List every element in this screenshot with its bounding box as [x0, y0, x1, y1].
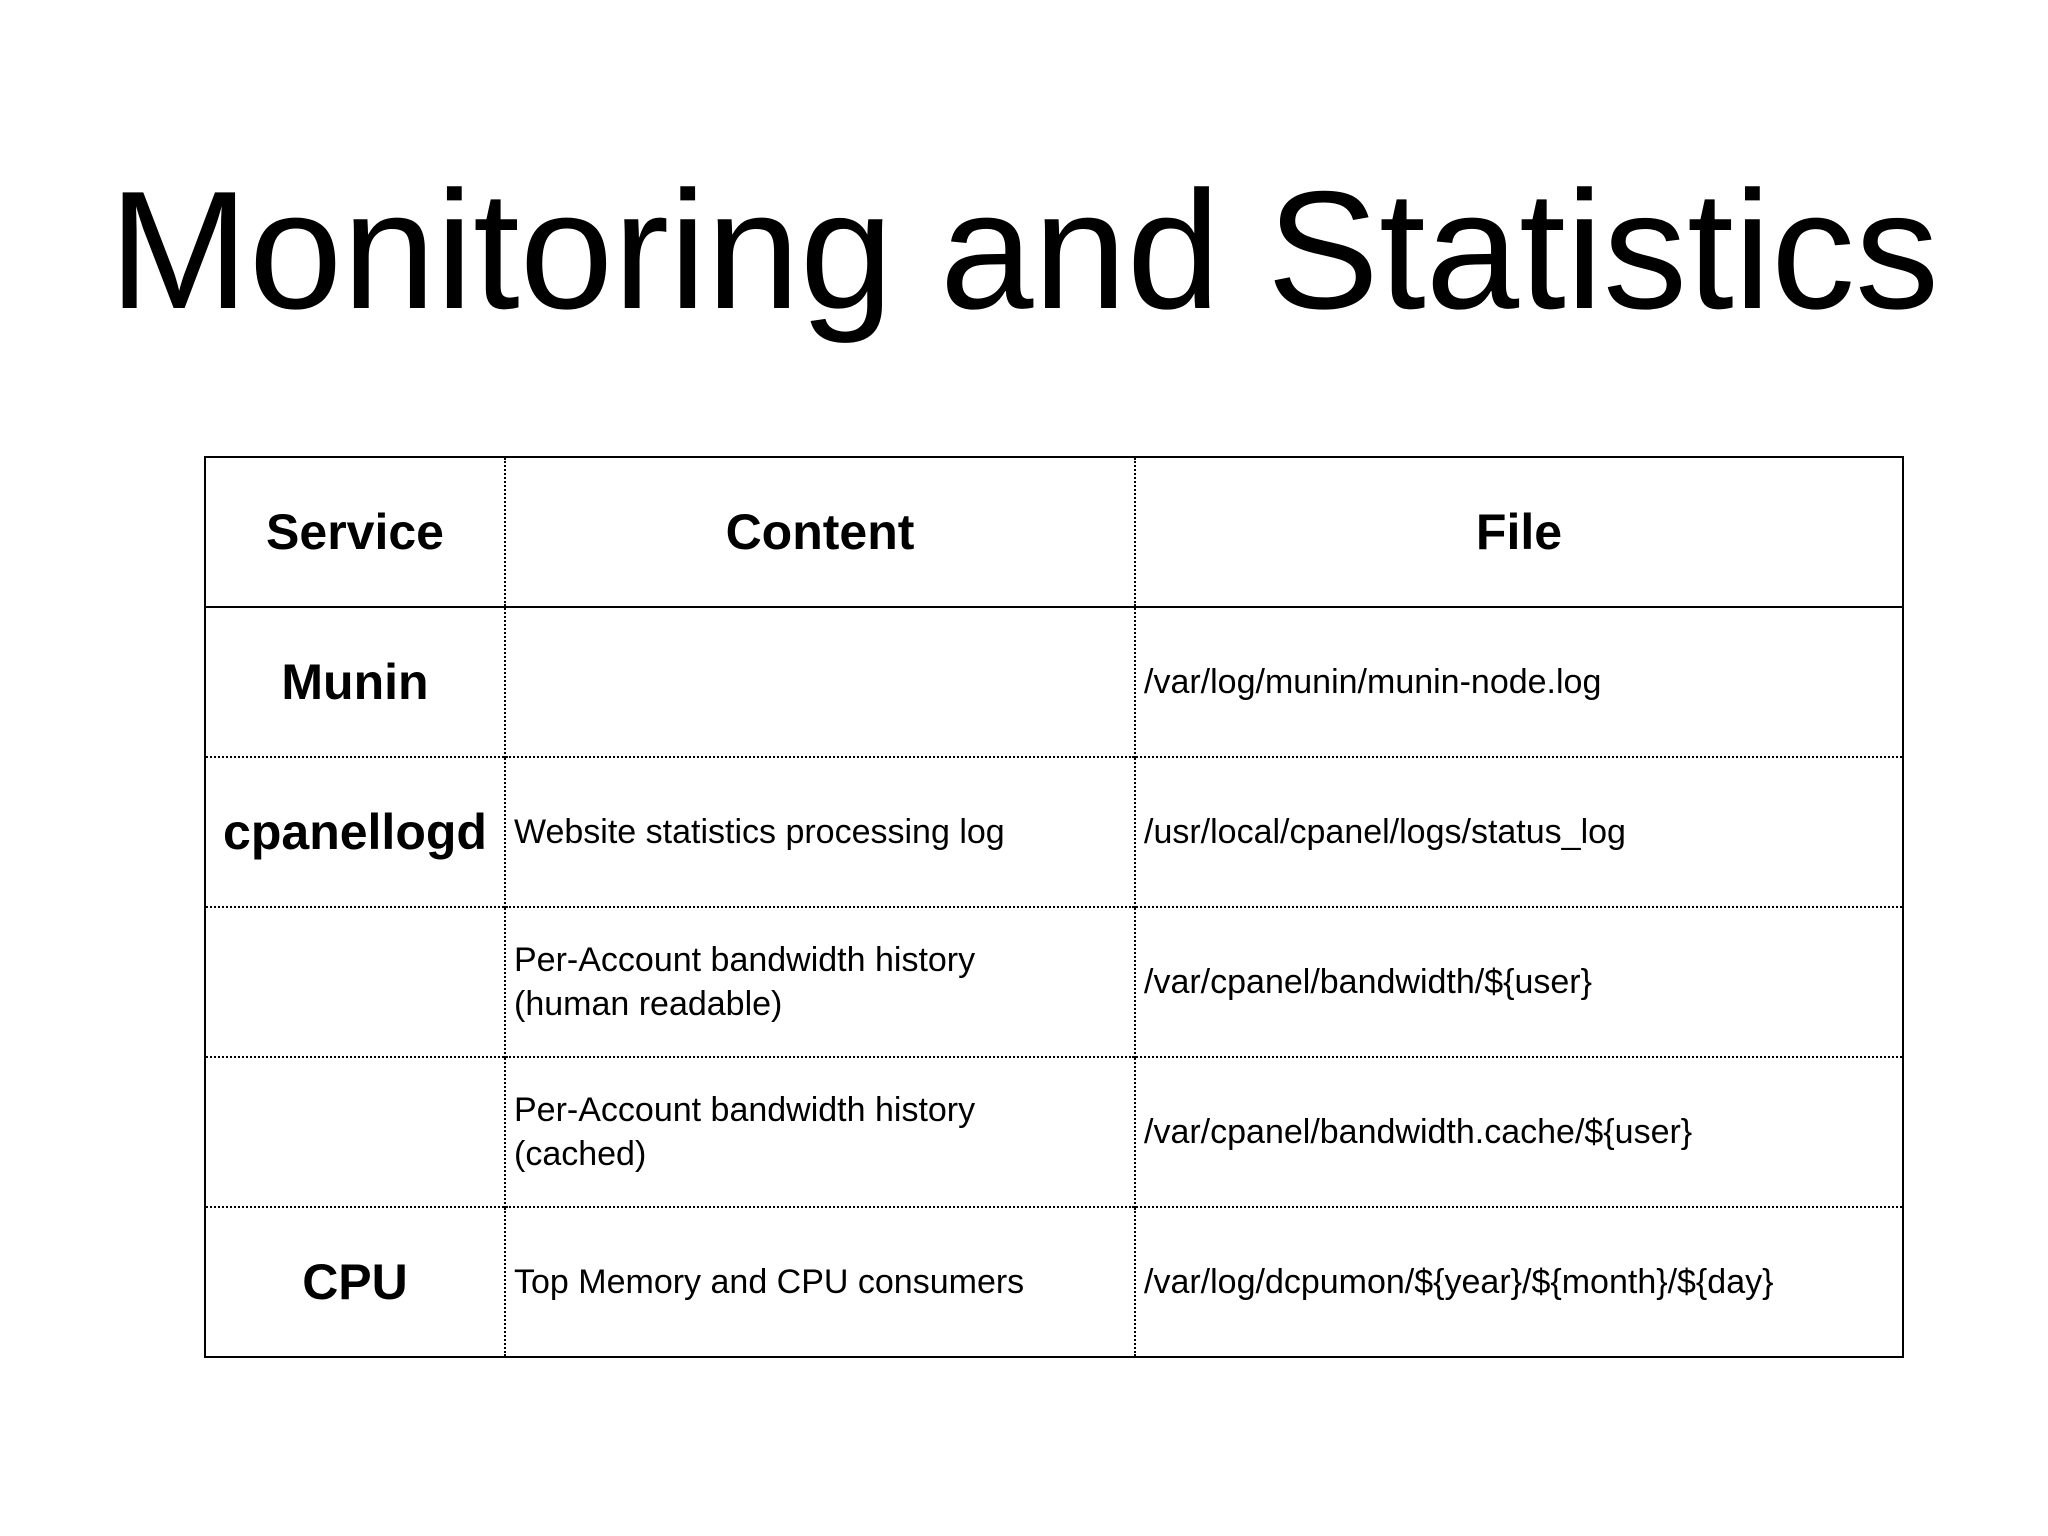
table-row — [205, 757, 1903, 907]
header-file: File — [1135, 457, 1903, 607]
content-line: (human readable) — [514, 985, 783, 1023]
service-cell — [205, 907, 505, 1057]
content-cell: Top Memory and CPU consumers — [505, 1207, 1135, 1357]
content-line: Per-Account bandwidth history — [514, 941, 976, 979]
file-path-cell: /var/cpanel/bandwidth/${user} — [1135, 907, 1903, 1057]
content-cell: Website statistics processing log — [505, 757, 1135, 907]
file-path-cell: /var/log/dcpumon/${year}/${month}/${day} — [1135, 1207, 1903, 1357]
content-cell — [505, 607, 1135, 757]
table-row — [205, 1057, 1903, 1207]
content-cell — [505, 907, 1135, 1057]
service-cell: Munin — [205, 607, 505, 757]
slide-title: Monitoring and Statistics — [108, 156, 1940, 344]
table-row — [205, 607, 1903, 757]
content-line: Per-Account bandwidth history — [514, 1091, 976, 1129]
file-path-cell: /usr/local/cpanel/logs/status_log — [1135, 757, 1903, 907]
service-cell: CPU — [205, 1207, 505, 1357]
table-header-row — [205, 457, 1903, 607]
table-row — [205, 907, 1903, 1057]
header-content: Content — [505, 457, 1135, 607]
file-path-cell: /var/cpanel/bandwidth.cache/${user} — [1135, 1057, 1903, 1207]
service-cell — [205, 1057, 505, 1207]
service-cell: cpanellogd — [205, 757, 505, 907]
content-cell — [505, 1057, 1135, 1207]
table-row — [205, 1207, 1903, 1357]
header-service: Service — [205, 457, 505, 607]
content-line: (cached) — [514, 1135, 647, 1173]
file-path-cell: /var/log/munin/munin-node.log — [1135, 607, 1903, 757]
log-files-table — [204, 456, 1904, 1358]
